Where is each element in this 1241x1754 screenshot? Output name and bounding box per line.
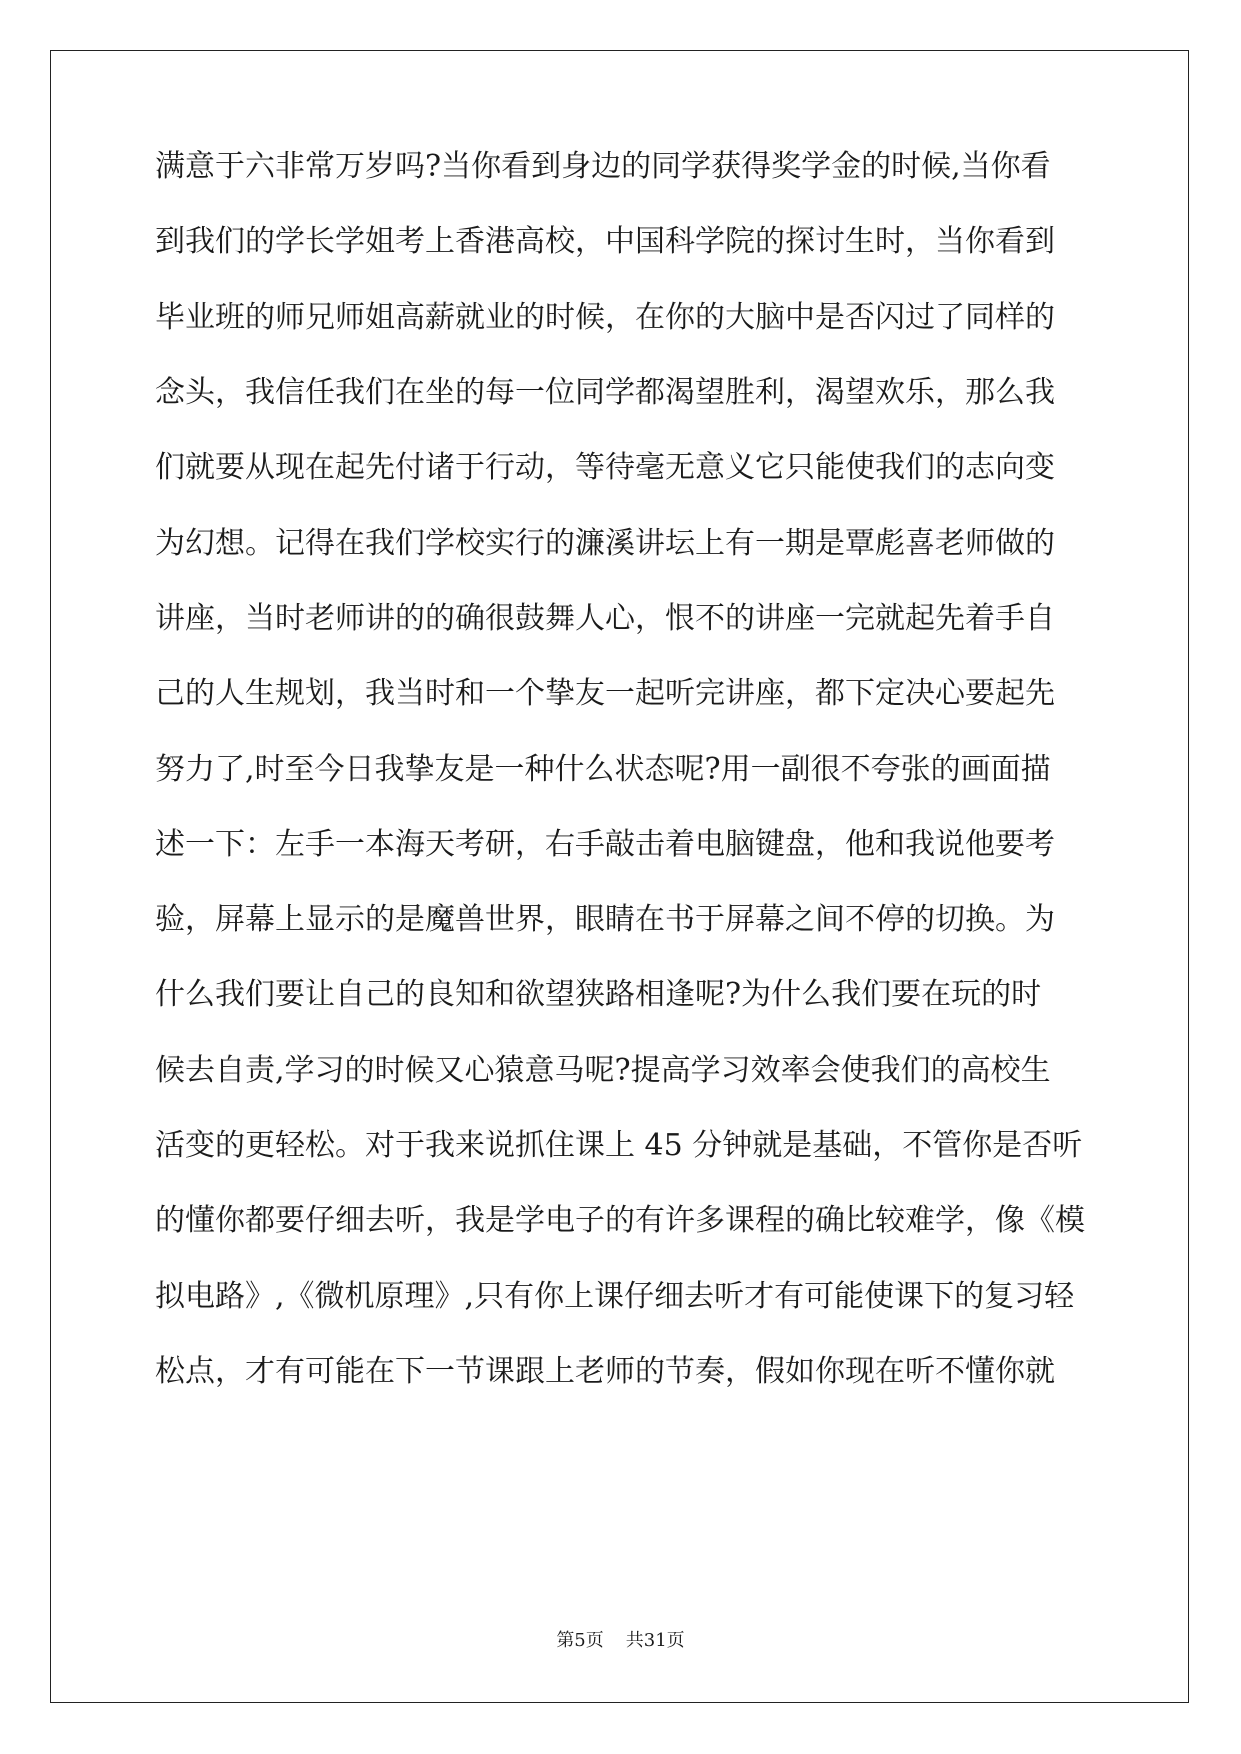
text-line: 候去自责,学习的时候又心猿意马呢?提高学习效率会使我们的高校生 [155,1052,1051,1088]
text-line: 到我们的学长学姐考上香港高校，中国科学院的探讨生时，当你看到 [155,224,1055,260]
text-line: 们就要从现在起先付诸于行动，等待毫无意义它只能使我们的志向变 [155,450,1055,486]
text-line: 念头，我信任我们在坐的每一位同学都渴望胜利，渴望欢乐，那么我 [155,374,1055,410]
text-line: 满意于六非常万岁吗?当你看到身边的同学获得奖学金的时候,当你看 [155,149,1051,184]
text-line: 讲座，当时老师讲的的确很鼓舞人心，恨不的讲座一完就起先着手自 [155,600,1055,636]
text-line: 活变的更轻松。对于我来说抓住课上 45 分钟就是基础，不管你是否听 [155,1128,1083,1164]
page-total: 共31页 [625,1630,685,1651]
text-line: 为幻想。记得在我们学校实行的濂溪讲坛上有一期是覃彪喜老师做的 [155,525,1055,561]
text-line: 努力了,时至今日我挚友是一种什么状态呢?用一副很不夸张的画面描 [155,751,1051,787]
text-line: 述一下：左手一本海天考研，右手敲击着电脑键盘，他和我说他要考 [155,826,1055,862]
text-line: 拟电路》,《微机原理》,只有你上课仔细去听才有可能使课下的复习轻 [155,1278,1075,1314]
text-line: 的懂你都要仔细去听，我是学电子的有许多课程的确比较难学，像《模 [155,1203,1085,1239]
text-line: 什么我们要让自己的良知和欲望狭路相逢呢?为什么我们要在玩的时 [155,977,1042,1013]
text-line: 松点，才有可能在下一节课跟上老师的节奏，假如你现在听不懂你就 [155,1354,1055,1389]
text-line: 己的人生规划，我当时和一个挚友一起听完讲座，都下定决心要起先 [155,676,1055,712]
page-footer [0,1626,1241,1652]
text-line: 验，屏幕上显示的是魔兽世界，眼睛在书于屏幕之间不停的切换。为 [155,902,1055,938]
page-number: 第5页 [556,1630,604,1651]
text-line: 毕业班的师兄师姐高薪就业的时候，在你的大脑中是否闪过了同样的 [155,299,1055,335]
